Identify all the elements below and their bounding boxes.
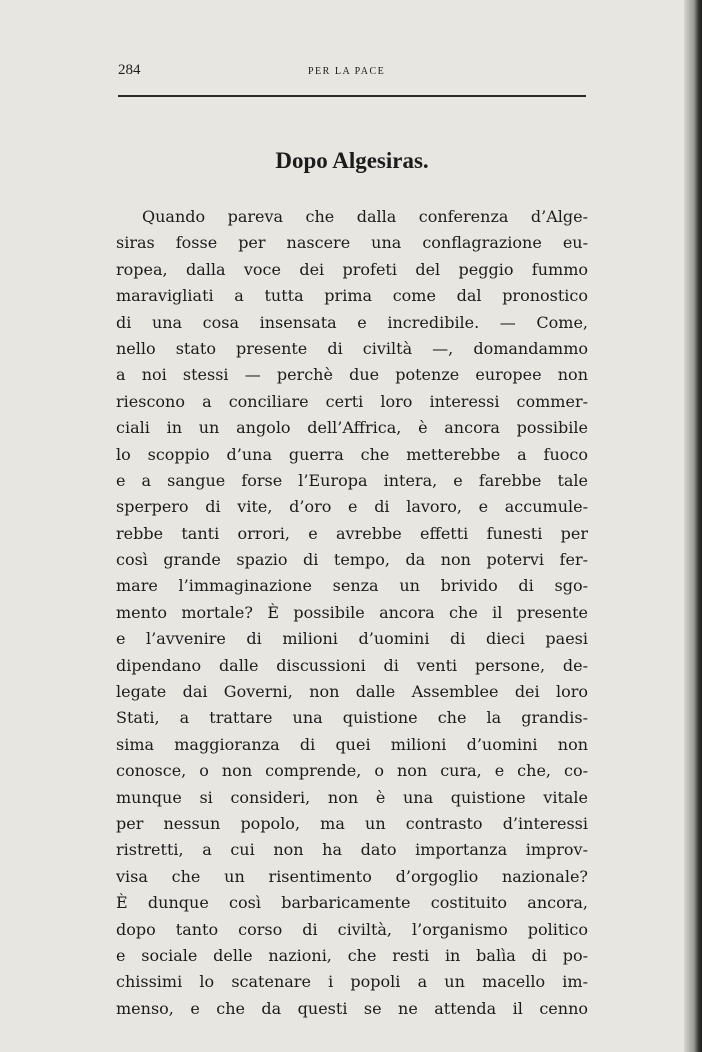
text-line: mare l’immaginazione senza un brivido di sgo- (116, 576, 588, 596)
text-line: È dunque così barbaricamente costituito ancora, (116, 893, 588, 913)
text-line: rebbe tanti orrori, e avrebbe effetti funesti per (116, 523, 588, 543)
text-line: di una cosa insensata e incredibile. — Come, (116, 312, 588, 332)
text-line: maravigliati a tutta prima come dal pronostico (116, 286, 588, 306)
text-line: riescono a conciliare certi loro interessi commer- (116, 391, 588, 411)
text-line: munque si consideri, non è una quistione vitale (116, 787, 588, 807)
text-line: Quando pareva che dalla conferenza d’Alge- (142, 207, 588, 226)
text-line: menso, e che da questi se ne attenda il cenno (116, 998, 588, 1018)
page-number: 284 (118, 62, 141, 78)
text-line: sperpero di vite, d’oro e di lavoro, e accumule- (116, 497, 588, 517)
page-spine-shadow (684, 0, 702, 1052)
text-line: e a sangue forse l’Europa intera, e farebbe tale (116, 470, 588, 490)
text-line: dipendano dalle discussioni di venti persone, de- (116, 655, 588, 675)
text-line: conosce, o non comprende, o non cura, e che, co- (116, 761, 588, 781)
text-line: lo scoppio d’una guerra che metterebbe a fuoco (116, 444, 588, 464)
text-line: e sociale delle nazioni, che resti in balìa di po- (116, 945, 588, 965)
text-line: dopo tanto corso di civiltà, l’organismo politico (116, 919, 588, 939)
text-line: a noi stessi — perchè due potenze europee non (116, 365, 588, 385)
body-text (116, 204, 588, 1022)
text-line: mento mortale? È possibile ancora che il presente (116, 602, 588, 622)
text-line: ropea, dalla voce dei profeti del peggio fummo (116, 259, 588, 279)
running-title: PER LA PACE (308, 66, 386, 77)
text-line: così grande spazio di tempo, da non potervi fer- (116, 550, 588, 570)
text-line: per nessun popolo, ma un contrasto d’interessi (116, 813, 588, 833)
running-head (118, 62, 586, 86)
text-line: ciali in un angolo dell’Affrica, è ancora possibile (116, 418, 588, 438)
chapter-title: Dopo Algesiras. (275, 148, 429, 173)
text-line: e l’avvenire di milioni d’uomini di dieci paesi (116, 629, 588, 649)
text-line: siras fosse per nascere una conflagrazione eu- (116, 233, 588, 253)
text-line: chissimi lo scatenare i popoli a un macello im- (116, 972, 588, 992)
text-line: ristretti, a cui non ha dato importanza improv- (116, 840, 588, 860)
text-line: sima maggioranza di quei milioni d’uomini non (116, 734, 588, 754)
text-line: visa che un risentimento d’orgoglio nazionale? (116, 866, 588, 886)
text-line: Stati, a trattare una quistione che la grandis- (116, 708, 588, 728)
text-line: legate dai Governi, non dalle Assemblee dei loro (116, 682, 588, 702)
header-rule (118, 95, 586, 97)
text-line: nello stato presente di civiltà —, domandammo (116, 338, 588, 358)
